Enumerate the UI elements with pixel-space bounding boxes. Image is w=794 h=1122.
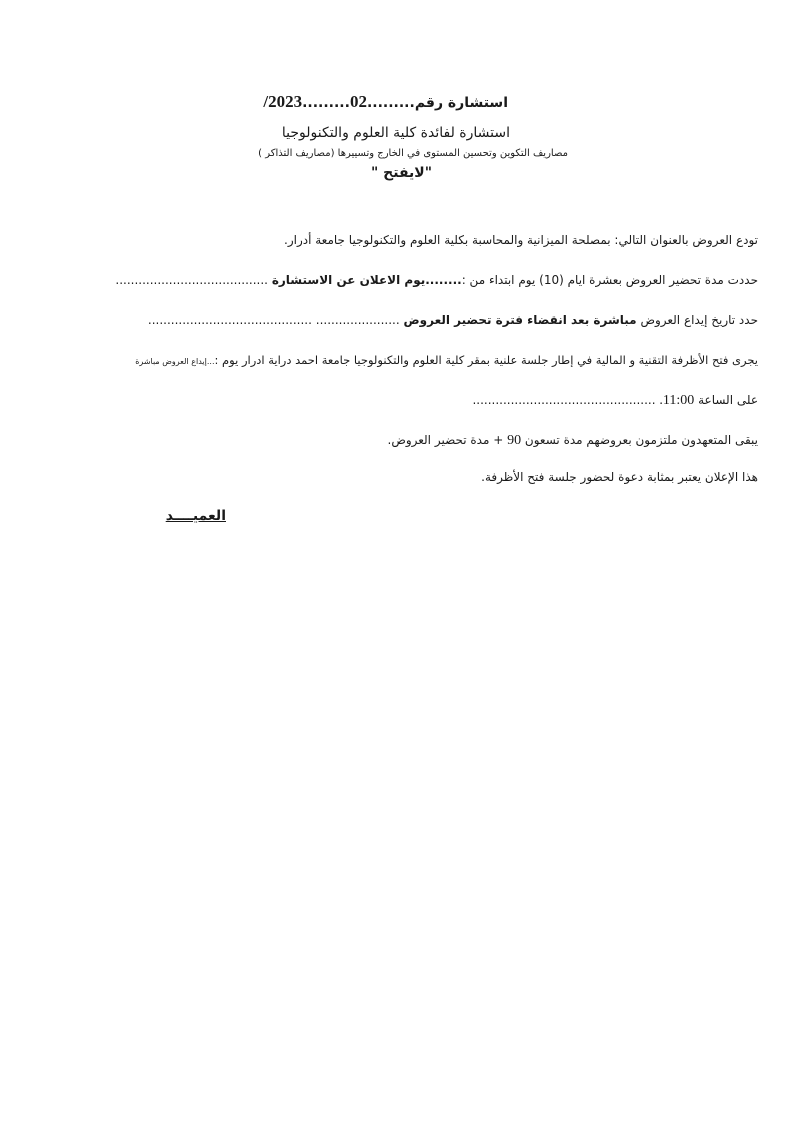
p3-dots-1: ...................... [315, 313, 400, 327]
p2-text-b: يوم ابتداء من : [461, 273, 536, 287]
p2-text-a: حددت مدة تحضير العروض بعشرة ايام [567, 273, 758, 287]
consultation-title [0, 92, 508, 112]
title-label: استشارة رقم [414, 95, 508, 111]
p5-dots: ................................................ [472, 393, 656, 407]
p3-text-a: حدد تاريخ إيداع العروض [640, 313, 758, 327]
consultation-year: 2023/ [263, 92, 303, 111]
p5-text-a: على الساعة [698, 393, 758, 407]
p4-text-b: ...إيداع العروض مباشرة [135, 357, 215, 366]
paragraph-deposit-address: تودع العروض بالعنوان التالي: بمصلحة الميزانية والمحاسبة بكلية العلوم والتكنولوجيا جامعة أدرار. [284, 233, 758, 247]
p4-text-a: يجرى فتح الأظرفة التقنية و المالية في إطار جلسة علنية بمقر كلية العلوم والتكنولوجيا جامعة احمد دراية ادرار يوم : [214, 353, 758, 367]
p5-time: 11:00. [659, 393, 695, 408]
paragraph-invitation: هذا الإعلان يعتبر بمثابة دعوة لحضور جلسة فتح الأظرفة. [481, 470, 758, 484]
consultation-subtitle: استشارة لفائدة كلية العلوم والتكنولوجيا [281, 125, 510, 141]
p2-days-number: (10) [539, 273, 564, 287]
p3-dots-2: ........................................... [147, 313, 312, 327]
paragraph-opening-time [0, 393, 758, 409]
dean-signature: العميــــد [165, 508, 226, 524]
p6-text-a: يبقى المتعهدون ملتزمون بعروضهم مدة تسعون [524, 433, 758, 447]
consultation-subject: مصاريف التكوين وتحسين المستوى في الخارج وتسييرها (مصاريف التذاكر ) [258, 148, 568, 159]
p2-dots: ........................................ [115, 273, 268, 287]
paragraph-preparation-period [0, 273, 758, 287]
paragraph-opening-session [0, 353, 758, 367]
title-dots-1: ......... [366, 95, 415, 111]
p2-text-c: ........يوم الاعلان عن الاستشارة [271, 273, 462, 287]
p6-days-number: 90 [507, 433, 522, 448]
do-not-open-notice: "لايفتح " [370, 165, 432, 181]
paragraph-deposit-date [0, 313, 758, 327]
p6-text-b: + مدة تحضير العروض. [387, 433, 504, 447]
consultation-number: 02 [349, 92, 367, 111]
title-dots-2: ......... [302, 95, 350, 111]
p3-text-b: مباشرة بعد انقضاء فترة تحضير العروض [403, 313, 637, 327]
paragraph-validity [0, 433, 758, 449]
